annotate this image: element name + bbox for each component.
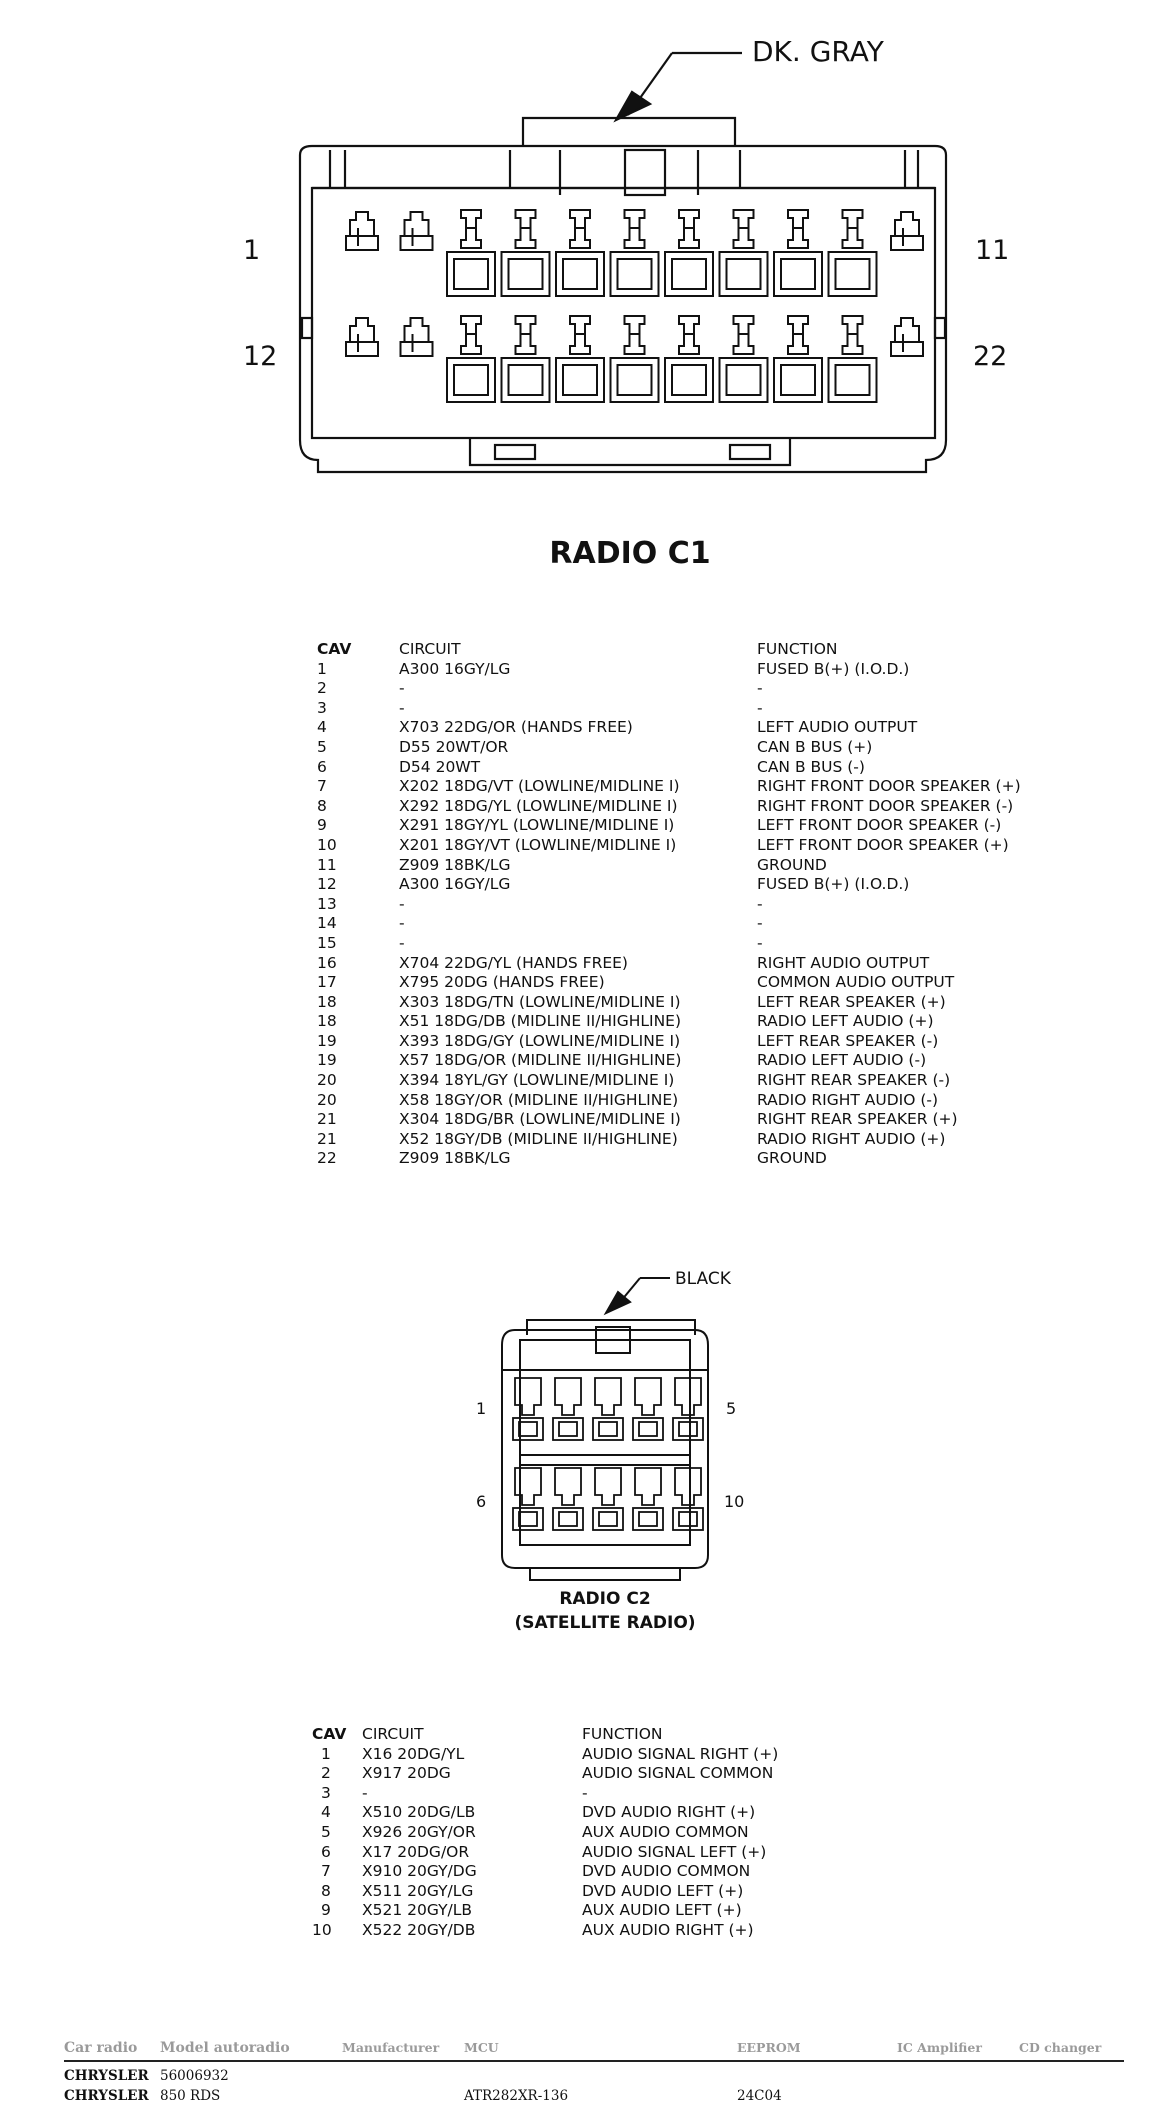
cav-cell: 19: [317, 1031, 337, 1050]
function-cell: -: [757, 914, 763, 933]
cav-cell: 10: [312, 1920, 332, 1939]
c1-terminal-cavity: [346, 318, 378, 356]
cav-cell: 22: [317, 1149, 337, 1168]
footer-header-car-radio: Car radio: [64, 2040, 138, 2056]
footer-row: [64, 2068, 1124, 2086]
radio-c2-pin-table: [312, 1725, 778, 1941]
circuit-cell: X16 20DG/YL: [362, 1744, 465, 1763]
footer-row: [64, 2088, 1124, 2106]
function-cell: COMMON AUDIO OUTPUT: [757, 973, 955, 992]
cav-cell: 7: [321, 1862, 331, 1881]
footer-header-mcu: MCU: [464, 2040, 499, 2055]
function-cell: LEFT AUDIO OUTPUT: [757, 718, 918, 737]
function-cell: RIGHT REAR SPEAKER (-): [757, 1071, 951, 1090]
circuit-cell: X703 22DG/OR (HANDS FREE): [399, 718, 633, 737]
function-header: FUNCTION: [582, 1725, 663, 1743]
table-row: [312, 1764, 778, 1784]
circuit-header: CIRCUIT: [399, 640, 461, 658]
table-row: [312, 1823, 778, 1843]
circuit-cell: X522 20GY/DB: [362, 1920, 476, 1939]
circuit-cell: X17 20DG/OR: [362, 1842, 470, 1861]
table-row: [317, 738, 1021, 758]
table-row: [317, 993, 1021, 1013]
cav-cell: 20: [317, 1071, 337, 1090]
function-cell: AUX AUDIO LEFT (+): [582, 1901, 742, 1920]
function-cell: RIGHT REAR SPEAKER (+): [757, 1110, 958, 1129]
c1-terminal-cavity: [665, 210, 713, 296]
radio-c2-connector-diagram: [0, 1240, 1170, 1640]
function-cell: FUSED B(+) (I.O.D.): [757, 659, 910, 678]
cav-cell: 21: [317, 1129, 337, 1148]
c2-terminal-cavity: [513, 1378, 543, 1440]
table-row: [317, 758, 1021, 778]
function-cell: -: [582, 1783, 588, 1802]
circuit-cell: X795 20DG (HANDS FREE): [399, 973, 605, 992]
table-row: [317, 1110, 1021, 1130]
table-row: [317, 934, 1021, 954]
function-cell: CAN B BUS (-): [757, 757, 865, 776]
function-cell: GROUND: [757, 1149, 827, 1168]
cav-cell: 17: [317, 973, 337, 992]
footer-row-mcu: ATR282XR-136: [464, 2088, 569, 2104]
function-cell: -: [757, 933, 763, 952]
cav-cell: 13: [317, 894, 337, 913]
c2-pin-label-6: 6: [476, 1492, 487, 1511]
cav-cell: 16: [317, 953, 337, 972]
c2-title-line2: (SATELLITE RADIO): [514, 1613, 696, 1633]
circuit-cell: X304 18DG/BR (LOWLINE/MIDLINE I): [399, 1110, 681, 1129]
table-row: [317, 914, 1021, 934]
cav-cell: 5: [317, 737, 327, 756]
function-cell: FUSED B(+) (I.O.D.): [757, 875, 910, 894]
circuit-cell: -: [399, 698, 405, 717]
footer-header-row: [64, 2040, 1124, 2060]
circuit-cell: X51 18DG/DB (MIDLINE II/HIGHLINE): [399, 1012, 682, 1031]
table-row: [317, 1091, 1021, 1111]
circuit-cell: X393 18DG/GY (LOWLINE/MIDLINE I): [399, 1031, 681, 1050]
circuit-cell: A300 16GY/LG: [399, 659, 511, 678]
cav-cell: 1: [321, 1744, 331, 1763]
circuit-cell: -: [399, 933, 405, 952]
c2-pin-label-10: 10: [724, 1492, 745, 1511]
cav-cell: 8: [321, 1881, 331, 1900]
c2-terminal-cavity: [513, 1468, 543, 1530]
table-row: [317, 1071, 1021, 1091]
circuit-cell: Z909 18BK/LG: [399, 855, 511, 874]
footer-header-model: Model autoradio: [160, 2040, 290, 2056]
function-cell: RADIO LEFT AUDIO (+): [757, 1012, 934, 1031]
table-row: [317, 895, 1021, 915]
c2-terminal-cavity: [673, 1468, 703, 1530]
circuit-cell: X917 20DG: [362, 1764, 451, 1783]
function-cell: -: [757, 679, 763, 698]
c1-terminal-cavity: [774, 210, 822, 296]
c1-terminal-cavity: [774, 316, 822, 402]
c1-terminal-cavity: [401, 212, 433, 250]
table-row: [317, 797, 1021, 817]
c2-terminal-cavity: [633, 1378, 663, 1440]
function-cell: AUX AUDIO RIGHT (+): [582, 1920, 754, 1939]
circuit-cell: X521 20GY/LB: [362, 1901, 473, 1920]
c1-terminal-cavity: [447, 316, 495, 402]
function-cell: RADIO LEFT AUDIO (-): [757, 1051, 927, 1070]
c1-color-label: DK. GRAY: [752, 35, 884, 68]
cav-cell: 6: [317, 757, 327, 776]
circuit-cell: X57 18DG/OR (MIDLINE II/HIGHLINE): [399, 1051, 682, 1070]
function-cell: AUDIO SIGNAL RIGHT (+): [582, 1744, 779, 1763]
table-row: [312, 1901, 778, 1921]
cav-cell: 11: [317, 855, 337, 874]
table-row: [317, 836, 1021, 856]
cav-cell: 9: [317, 816, 327, 835]
c2-terminal-cavity: [593, 1378, 623, 1440]
c1-terminal-cavity: [502, 316, 550, 402]
footer-row-make: CHRYSLER: [64, 2088, 149, 2104]
circuit-cell: -: [399, 914, 405, 933]
circuit-cell: X202 18DG/VT (LOWLINE/MIDLINE I): [399, 777, 680, 796]
c1-pin-label-1: 1: [243, 235, 261, 266]
cav-cell: 2: [317, 679, 327, 698]
table-row: [317, 1012, 1021, 1032]
function-cell: GROUND: [757, 855, 827, 874]
circuit-cell: X511 20GY/LG: [362, 1881, 474, 1900]
cav-cell: 6: [321, 1842, 331, 1861]
table-row: [312, 1803, 778, 1823]
c1-terminal-cavity: [401, 318, 433, 356]
table-row: [317, 954, 1021, 974]
table-row: [312, 1784, 778, 1804]
function-cell: CAN B BUS (+): [757, 737, 873, 756]
cav-cell: 12: [317, 875, 337, 894]
c2-terminal-cavity: [593, 1468, 623, 1530]
table-row: [317, 816, 1021, 836]
circuit-cell: X58 18GY/OR (MIDLINE II/HIGHLINE): [399, 1090, 679, 1109]
cav-cell: 14: [317, 914, 337, 933]
circuit-cell: D54 20WT: [399, 757, 481, 776]
circuit-cell: -: [399, 894, 405, 913]
c2-color-label: BLACK: [675, 1269, 731, 1289]
c2-title-line1: RADIO C2: [559, 1589, 651, 1609]
function-cell: LEFT FRONT DOOR SPEAKER (-): [757, 816, 1002, 835]
cav-cell: 5: [321, 1822, 331, 1841]
circuit-cell: -: [399, 679, 405, 698]
table-row: [317, 718, 1021, 738]
function-cell: -: [757, 698, 763, 717]
c1-pin-label-11: 11: [975, 235, 1010, 266]
table-row: [317, 1032, 1021, 1052]
table-row: [317, 679, 1021, 699]
circuit-cell: X704 22DG/YL (HANDS FREE): [399, 953, 628, 972]
table-header-row: [312, 1725, 778, 1745]
function-cell: RIGHT FRONT DOOR SPEAKER (-): [757, 796, 1014, 815]
circuit-cell: X52 18GY/DB (MIDLINE II/HIGHLINE): [399, 1129, 678, 1148]
circuit-cell: X292 18DG/YL (LOWLINE/MIDLINE I): [399, 796, 678, 815]
cav-cell: 7: [317, 777, 327, 796]
table-row: [317, 1149, 1021, 1169]
cav-cell: 21: [317, 1110, 337, 1129]
circuit-cell: X394 18YL/GY (LOWLINE/MIDLINE I): [399, 1071, 675, 1090]
c1-terminal-cavity: [611, 210, 659, 296]
function-cell: RIGHT AUDIO OUTPUT: [757, 953, 930, 972]
table-row: [312, 1745, 778, 1765]
c1-terminal-cavity: [891, 318, 923, 356]
cav-cell: 8: [317, 796, 327, 815]
c1-terminal-cavity: [829, 210, 877, 296]
cav-cell: 19: [317, 1051, 337, 1070]
table-row: [317, 777, 1021, 797]
cav-header: CAV: [312, 1725, 347, 1743]
radio-c1-connector-diagram: [0, 0, 1170, 600]
c2-terminal-cavity: [673, 1378, 703, 1440]
c1-title: RADIO C1: [549, 536, 711, 571]
table-row: [312, 1843, 778, 1863]
function-cell: -: [757, 894, 763, 913]
c1-terminal-cavity: [502, 210, 550, 296]
function-cell: AUDIO SIGNAL COMMON: [582, 1764, 774, 1783]
c1-terminal-cavity: [720, 316, 768, 402]
circuit-header: CIRCUIT: [362, 1725, 424, 1743]
footer-row-model: 850 RDS: [160, 2088, 221, 2104]
function-cell: AUDIO SIGNAL LEFT (+): [582, 1842, 767, 1861]
circuit-cell: X910 20GY/DG: [362, 1862, 477, 1881]
footer-header-ic-amplifier: IC Amplifier: [897, 2040, 982, 2055]
c1-terminal-cavity: [611, 316, 659, 402]
c1-terminal-cavity: [556, 210, 604, 296]
table-row: [312, 1921, 778, 1941]
circuit-cell: X510 20DG/LB: [362, 1803, 476, 1822]
c2-terminal-cavity: [553, 1468, 583, 1530]
function-cell: DVD AUDIO COMMON: [582, 1862, 751, 1881]
circuit-cell: D55 20WT/OR: [399, 737, 509, 756]
c1-pin-label-12: 12: [243, 341, 278, 372]
circuit-cell: Z909 18BK/LG: [399, 1149, 511, 1168]
function-cell: DVD AUDIO LEFT (+): [582, 1881, 744, 1900]
cav-cell: 4: [321, 1803, 331, 1822]
circuit-cell: X291 18GY/YL (LOWLINE/MIDLINE I): [399, 816, 675, 835]
cav-cell: 3: [321, 1783, 331, 1802]
footer-header-eeprom: EEPROM: [737, 2040, 801, 2055]
cav-cell: 4: [317, 718, 327, 737]
table-row: [317, 660, 1021, 680]
table-row: [312, 1862, 778, 1882]
c2-pin-label-1: 1: [476, 1399, 487, 1418]
function-cell: AUX AUDIO COMMON: [582, 1822, 749, 1841]
cav-header: CAV: [317, 640, 352, 658]
cav-cell: 10: [317, 835, 337, 854]
function-cell: LEFT REAR SPEAKER (-): [757, 1031, 939, 1050]
table-header-row: [317, 640, 1021, 660]
table-row: [317, 699, 1021, 719]
cav-cell: 9: [321, 1901, 331, 1920]
c1-terminal-cavity: [829, 316, 877, 402]
table-row: [312, 1882, 778, 1902]
c1-terminal-cavity: [556, 316, 604, 402]
function-cell: DVD AUDIO RIGHT (+): [582, 1803, 756, 1822]
c2-terminal-cavity: [553, 1378, 583, 1440]
function-cell: RADIO RIGHT AUDIO (+): [757, 1129, 946, 1148]
cav-cell: 15: [317, 933, 337, 952]
circuit-cell: X201 18GY/VT (LOWLINE/MIDLINE I): [399, 835, 677, 854]
c1-pin-label-22: 22: [973, 341, 1008, 372]
footer-header-cd-changer: CD changer: [1019, 2040, 1102, 2055]
cav-cell: 20: [317, 1090, 337, 1109]
function-header: FUNCTION: [757, 640, 838, 658]
footer-divider: [64, 2060, 1124, 2062]
table-row: [317, 1130, 1021, 1150]
circuit-cell: -: [362, 1783, 368, 1802]
table-row: [317, 1051, 1021, 1071]
c1-terminal-cavity: [720, 210, 768, 296]
table-row: [317, 973, 1021, 993]
circuit-cell: X303 18DG/TN (LOWLINE/MIDLINE I): [399, 992, 681, 1011]
footer-row-model: 56006932: [160, 2068, 229, 2084]
table-row: [317, 875, 1021, 895]
cav-cell: 18: [317, 1012, 337, 1031]
c1-terminal-cavity: [665, 316, 713, 402]
circuit-cell: A300 16GY/LG: [399, 875, 511, 894]
table-row: [317, 856, 1021, 876]
function-cell: RIGHT FRONT DOOR SPEAKER (+): [757, 777, 1021, 796]
cav-cell: 2: [321, 1764, 331, 1783]
cav-cell: 3: [317, 698, 327, 717]
c2-pin-label-5: 5: [726, 1399, 737, 1418]
function-cell: LEFT FRONT DOOR SPEAKER (+): [757, 835, 1009, 854]
c1-terminal-cavity: [346, 212, 378, 250]
radio-c1-pin-table: [317, 640, 1021, 1169]
function-cell: LEFT REAR SPEAKER (+): [757, 992, 946, 1011]
c2-terminal-cavity: [633, 1468, 663, 1530]
footer-row-make: CHRYSLER: [64, 2068, 149, 2084]
cav-cell: 18: [317, 992, 337, 1011]
footer-row-eeprom: 24C04: [737, 2088, 782, 2104]
function-cell: RADIO RIGHT AUDIO (-): [757, 1090, 939, 1109]
c1-terminal-cavity: [891, 212, 923, 250]
circuit-cell: X926 20GY/OR: [362, 1822, 476, 1841]
footer-header-manufacturer: Manufacturer: [342, 2040, 440, 2055]
cav-cell: 1: [317, 659, 327, 678]
c1-terminal-cavity: [447, 210, 495, 296]
